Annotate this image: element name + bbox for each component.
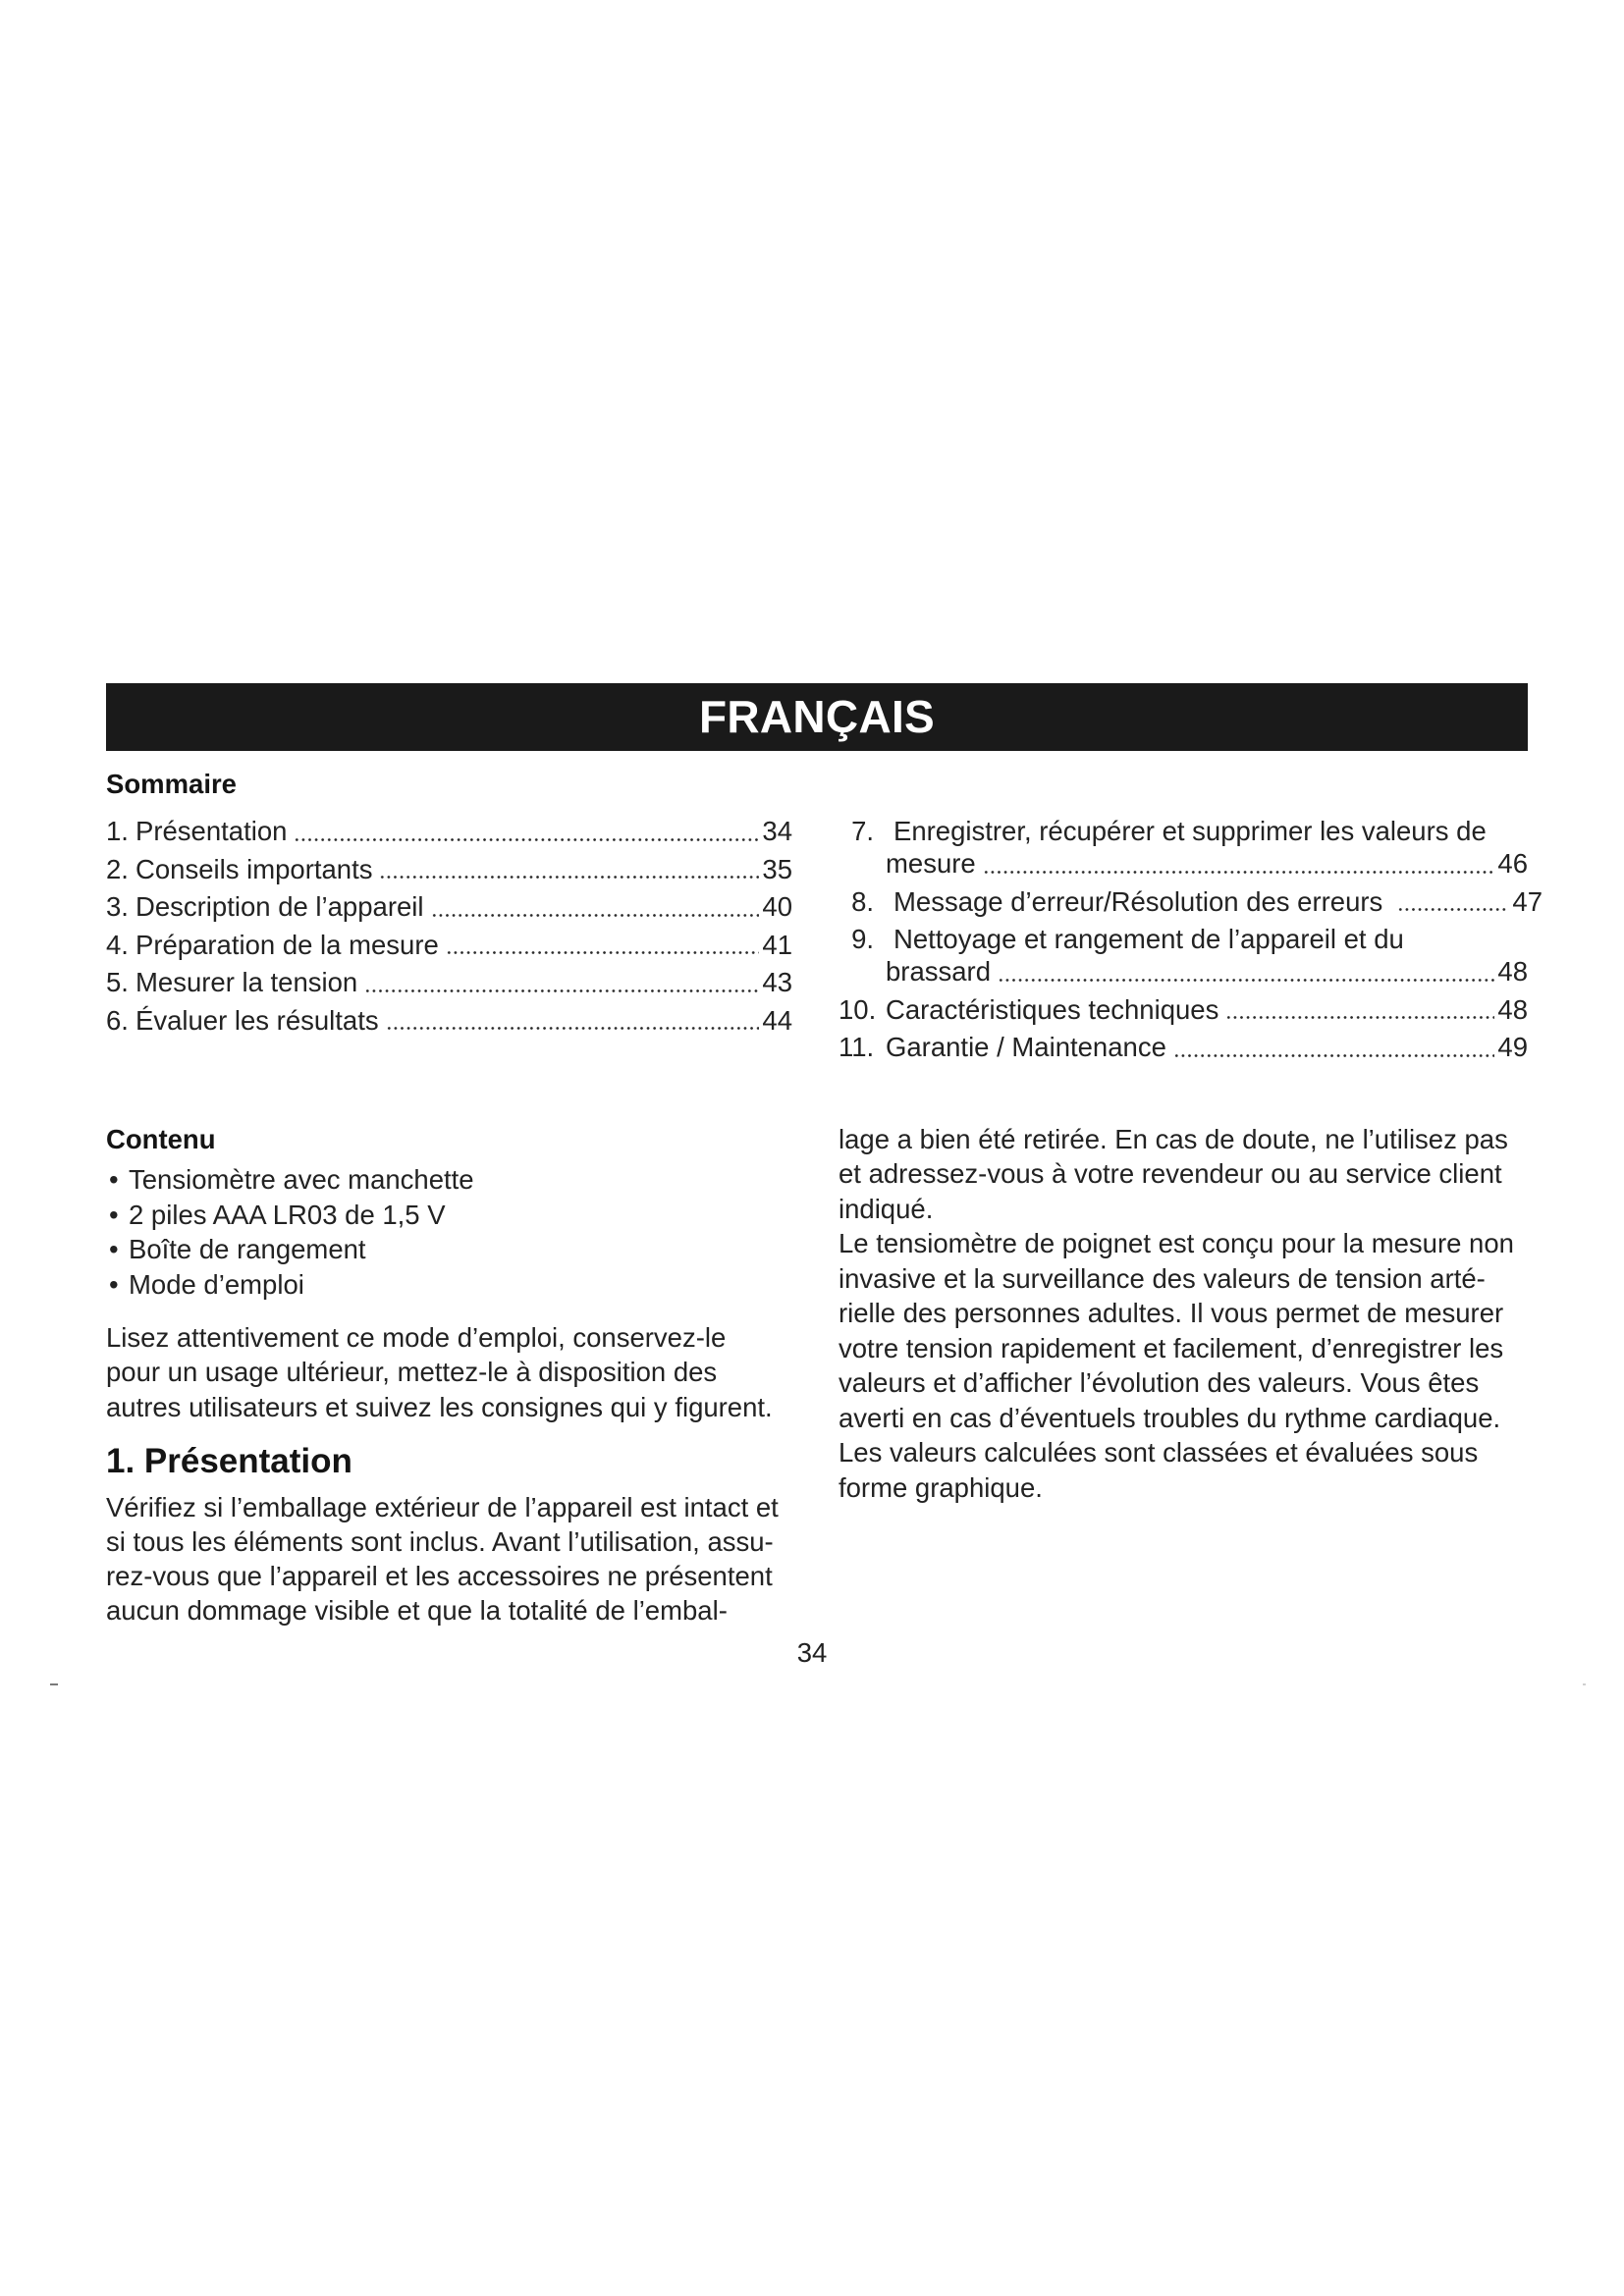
toc-item-number: 11. (839, 1032, 875, 1062)
list-item (106, 1267, 474, 1303)
toc-item-number: 8. (851, 885, 874, 917)
toc-item-label: Conseils importants (135, 853, 373, 884)
toc-dot-leader (998, 979, 1494, 982)
toc-left-column (106, 815, 792, 1041)
toc-item (839, 1031, 1528, 1063)
list-item (106, 1162, 474, 1198)
toc-item (106, 815, 792, 847)
toc-item-label: Mesurer la tension (135, 967, 358, 997)
text-line: si tous les éléments sont inclus. Avant l’utilisation, assu- (106, 1525, 774, 1557)
toc-item-number: 3. (106, 891, 129, 922)
bullet-icon: • (109, 1268, 119, 1300)
text-line: aucun dommage visible et que la totalité de l’embal- (106, 1595, 728, 1627)
section-heading: 1. Présentation (106, 1441, 352, 1480)
text-line: indiqué. (839, 1193, 934, 1224)
toc-item-page: 34 (762, 816, 792, 846)
toc-dot-leader (1397, 908, 1509, 911)
contents-title: Contenu (106, 1124, 216, 1154)
toc-item-label-continued: brassard (886, 956, 991, 987)
toc-item-row (886, 1031, 1528, 1063)
toc-item-row (886, 993, 1528, 1026)
toc-item-label-continued: mesure (886, 848, 976, 879)
scan-mark (50, 1683, 58, 1685)
toc-item-page: 46 (1497, 848, 1528, 879)
toc-item-label: Message d’erreur/Résolution des erreurs (893, 885, 1383, 917)
toc-item-number: 10. (839, 993, 877, 1025)
toc-item-body (886, 993, 1528, 1026)
toc-right-column (839, 815, 1543, 1069)
toc-item-page: 35 (762, 853, 792, 884)
contents-note-paragraph (106, 1320, 773, 1425)
toc-item-page: 49 (1497, 1032, 1528, 1062)
text-line: votre tension rapidement et facilement, d’enregistrer les (839, 1332, 1504, 1363)
toc-dot-leader (446, 951, 760, 954)
toc-dot-leader (379, 876, 759, 879)
toc-item-label: Enregistrer, récupérer et supprimer les valeurs de (893, 816, 1487, 846)
toc-item-label: Présentation (135, 816, 288, 846)
toc-item-label: Caractéristiques techniques (886, 993, 1219, 1025)
list-item (106, 1198, 474, 1233)
text-line: averti en cas d’éventuels troubles du rythme cardiaque. (839, 1402, 1501, 1433)
toc-item-row (886, 955, 1528, 988)
toc-item-number: 4. (106, 929, 129, 960)
text-line: Lisez attentivement ce mode d’emploi, conservez-le (106, 1321, 727, 1353)
scan-mark (1583, 1683, 1586, 1685)
toc-item (839, 923, 1528, 988)
list-item-text: Tensiomètre avec manchette (129, 1164, 474, 1195)
text-line: valeurs et d’afficher l’évolution des valeurs. Vous êtes (839, 1367, 1480, 1399)
toc-item (106, 853, 792, 885)
toc-dot-leader (294, 838, 759, 841)
toc-item-row (886, 885, 1543, 918)
toc-dot-leader (386, 1027, 760, 1030)
toc-item-body (886, 885, 1543, 918)
text-line: et adressez-vous à votre revendeur ou au service client (839, 1158, 1502, 1190)
toc-item (106, 929, 792, 961)
toc-item-number: 7. (851, 816, 874, 846)
toc-item-number: 2. (106, 853, 129, 884)
toc-item-number: 5. (106, 967, 129, 997)
toc-item (839, 885, 1543, 918)
toc-item-page: 40 (762, 891, 792, 922)
text-line: autres utilisateurs et suivez les consignes qui y figurent. (106, 1391, 773, 1422)
toc-item-body (886, 923, 1528, 988)
toc-item-page: 47 (1512, 885, 1543, 917)
toc-dot-leader (1225, 1016, 1494, 1019)
list-item-text: Mode d’emploi (129, 1268, 304, 1300)
bullet-icon: • (109, 1199, 119, 1230)
list-item-text: 2 piles AAA LR03 de 1,5 V (129, 1199, 446, 1230)
page-number: 34 (796, 1637, 828, 1668)
toc-item (106, 890, 792, 923)
text-line: Le tensiomètre de poignet est conçu pour la mesure non (839, 1228, 1514, 1259)
toc-item-label: Évaluer les résultats (135, 1004, 379, 1036)
toc-dot-leader (364, 989, 759, 992)
list-item-text: Boîte de rangement (129, 1234, 366, 1264)
bullet-icon: • (109, 1164, 119, 1195)
toc-dot-leader (431, 914, 760, 917)
toc-item-page: 41 (762, 929, 792, 960)
toc-item-body (886, 1031, 1528, 1063)
text-line: rielle des personnes adultes. Il vous permet de mesurer (839, 1298, 1504, 1329)
toc-item (106, 966, 792, 998)
toc-item-page: 48 (1497, 993, 1528, 1025)
toc-dot-leader (983, 871, 1495, 874)
toc-item-label: Garantie / Maintenance (886, 1032, 1166, 1062)
toc-item-number: 9. (851, 924, 874, 954)
section-paragraph-right (839, 1122, 1514, 1505)
text-line: pour un usage ultérieur, mettez-le à disposition des (106, 1357, 718, 1387)
toc-item-body (886, 815, 1528, 880)
text-line: forme graphique. (839, 1471, 1043, 1503)
toc-item-number: 1. (106, 816, 129, 846)
toc-title: Sommaire (106, 769, 237, 799)
contents-list (106, 1162, 474, 1302)
text-line: Vérifiez si l’emballage extérieur de l’appareil est intact et (106, 1491, 779, 1522)
text-line: lage a bien été retirée. En cas de doute, ne l’utilisez pas (839, 1124, 1508, 1154)
language-title: FRANÇAIS (698, 691, 936, 742)
text-line: invasive et la surveillance des valeurs de tension arté- (839, 1262, 1486, 1294)
toc-item-label: Préparation de la mesure (135, 929, 439, 960)
toc-item (106, 1004, 792, 1037)
section-paragraph-left (106, 1490, 779, 1629)
toc-item (839, 815, 1528, 880)
list-item (106, 1232, 474, 1267)
toc-item-page: 48 (1497, 956, 1528, 987)
language-header-bar (106, 683, 1528, 751)
text-line: rez-vous que l’appareil et les accessoires ne présentent (106, 1561, 773, 1591)
toc-dot-leader (1173, 1054, 1495, 1057)
toc-item-page: 43 (762, 967, 792, 997)
toc-item-label: Nettoyage et rangement de l’appareil et du (893, 924, 1404, 954)
toc-item (839, 993, 1528, 1026)
toc-item-page: 44 (762, 1004, 792, 1036)
bullet-icon: • (109, 1234, 119, 1264)
toc-item-row (886, 847, 1528, 880)
toc-item-number: 6. (106, 1004, 129, 1036)
text-line: Les valeurs calculées sont classées et évaluées sous (839, 1437, 1479, 1468)
toc-item-label: Description de l’appareil (135, 891, 424, 922)
